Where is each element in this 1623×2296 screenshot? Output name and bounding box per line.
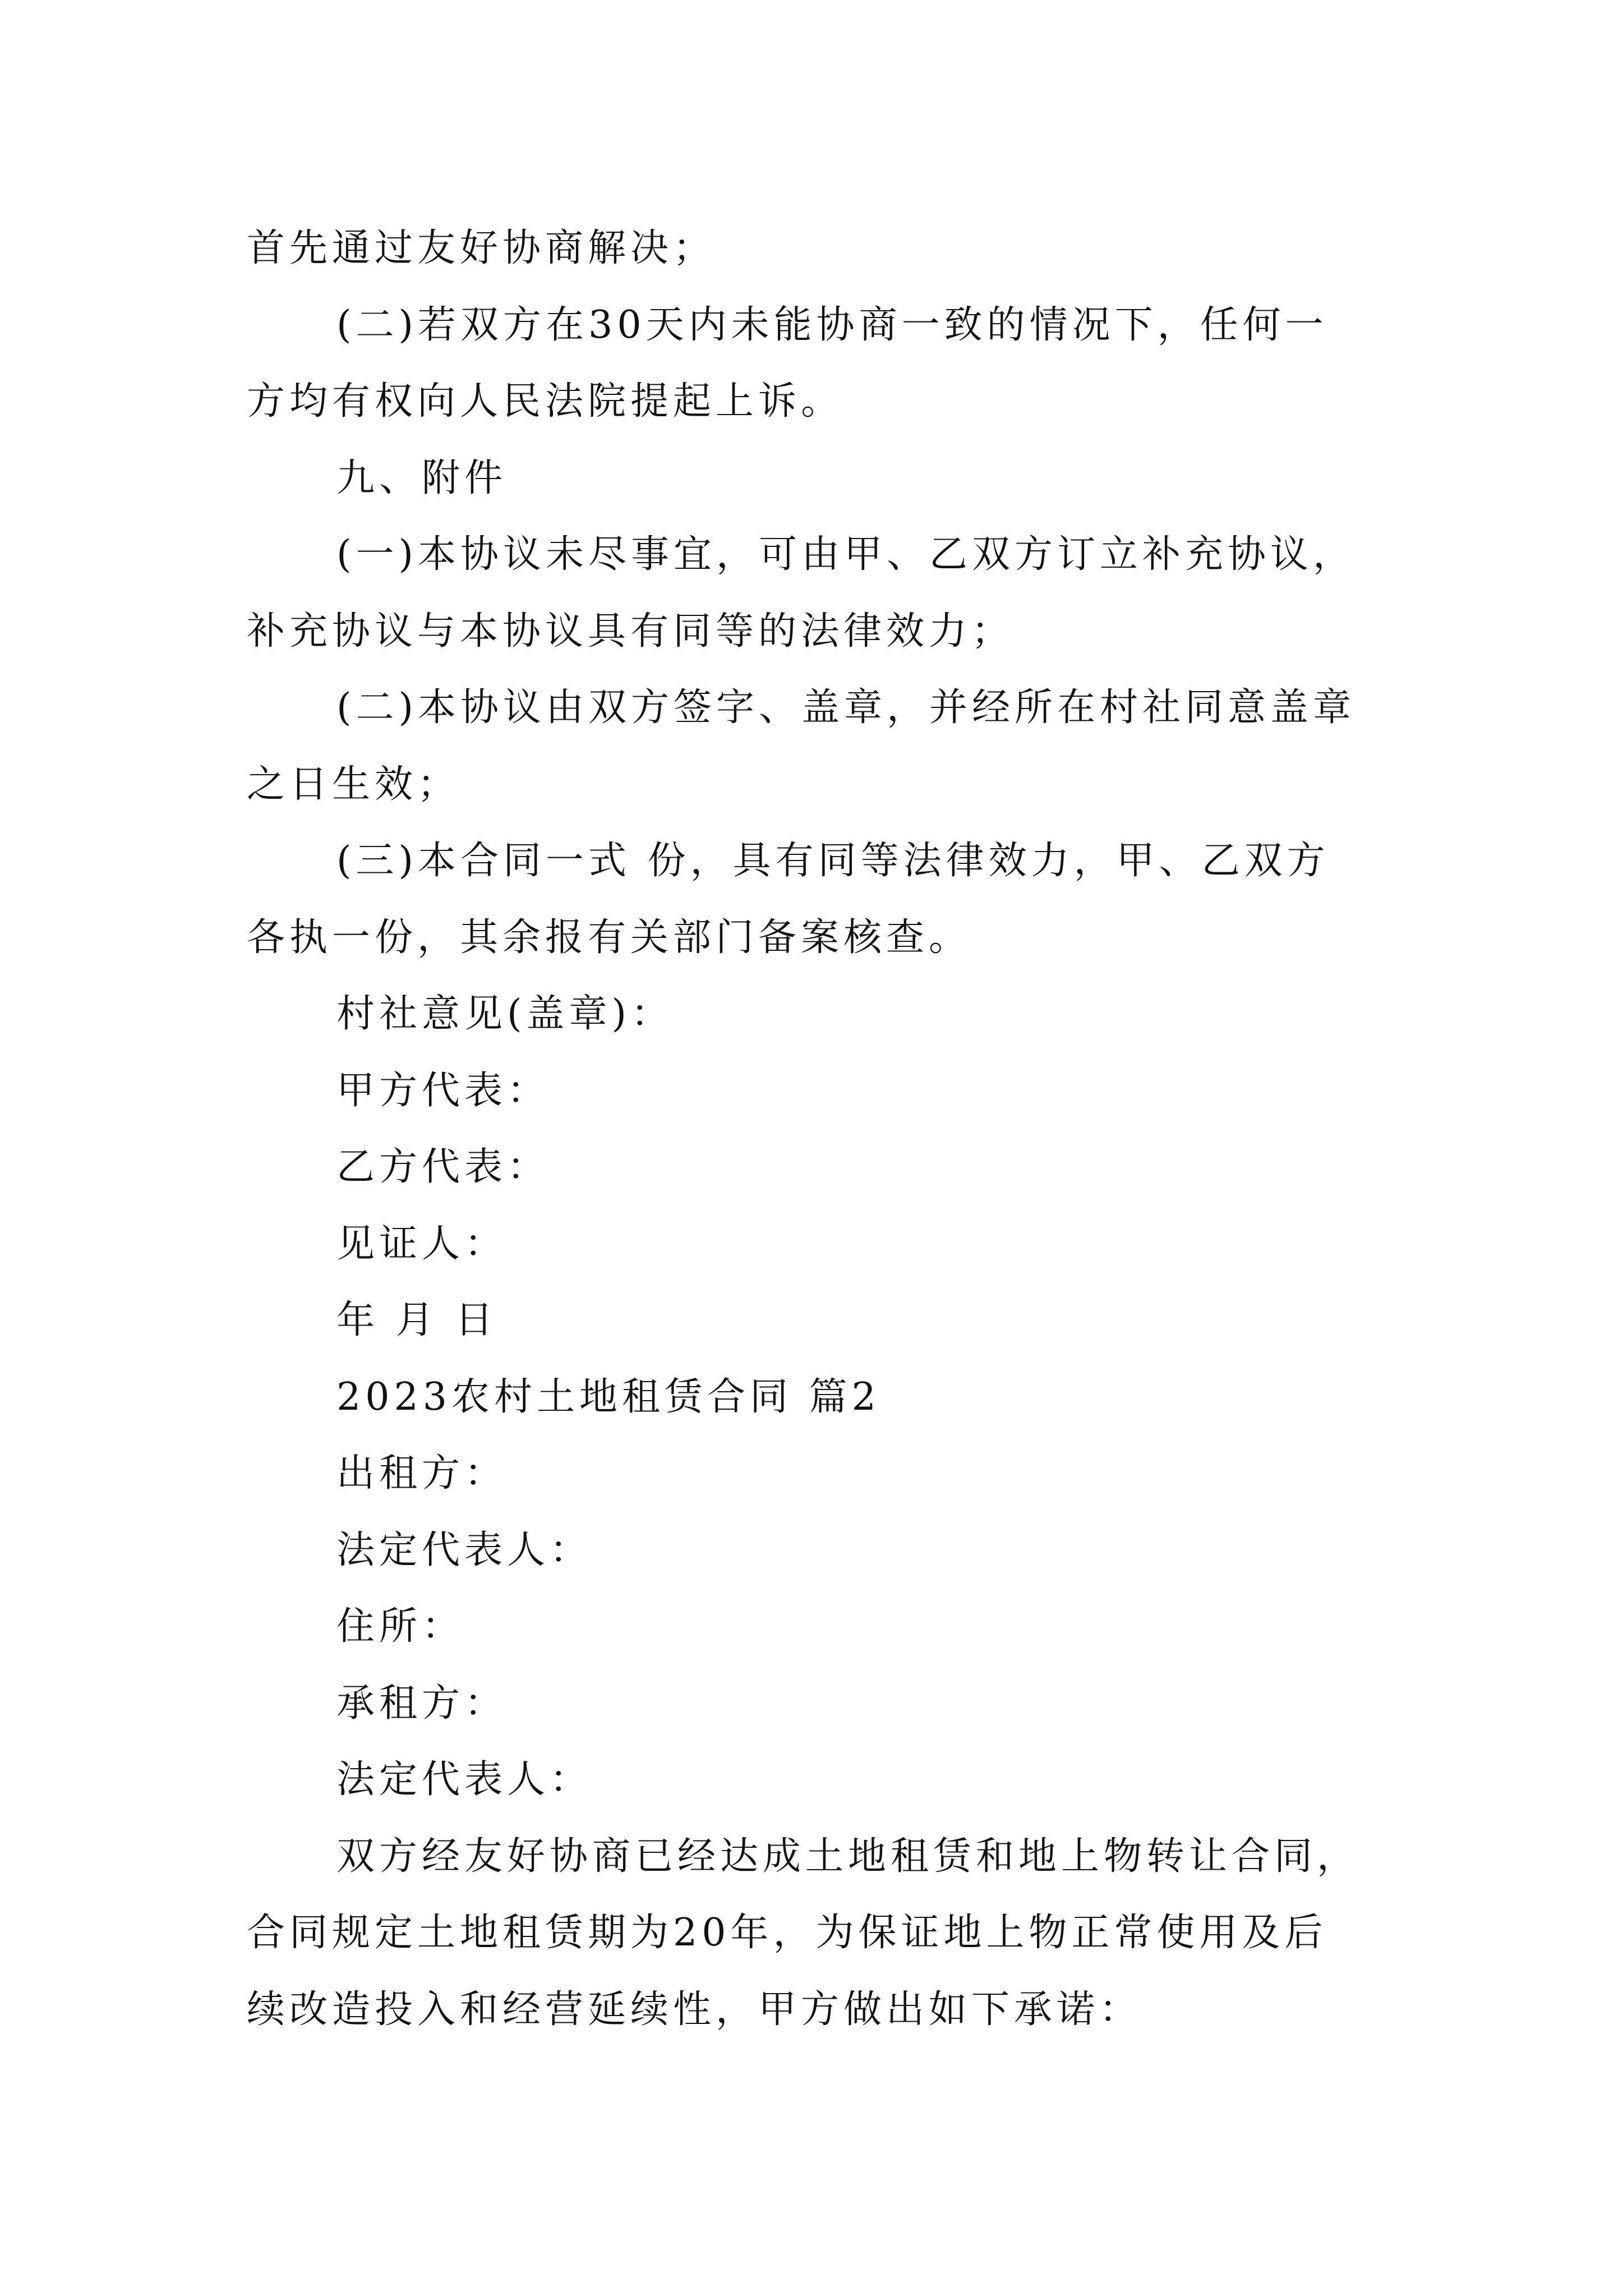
text-line: 合同规定土地租赁期为20年，为保证地上物正常使用及后 bbox=[247, 1911, 1327, 1955]
text-line: 法定代表人： bbox=[336, 1527, 593, 1572]
text-line: 甲方代表： bbox=[336, 1068, 550, 1113]
text-line: 出租方： bbox=[336, 1451, 508, 1496]
text-line: 承租方： bbox=[336, 1681, 508, 1726]
text-line: 住所： bbox=[336, 1604, 465, 1649]
text-line: 之日生效； bbox=[247, 762, 460, 807]
text-line: 各执一份，其余报有关部门备案核查。 bbox=[247, 915, 972, 960]
text-line: 首先通过友好协商解决； bbox=[247, 226, 716, 270]
text-line: 补充协议与本协议具有同等的法律效力； bbox=[247, 609, 1015, 654]
text-line: 法定代表人： bbox=[336, 1757, 593, 1802]
text-line: 九、附件 bbox=[336, 455, 508, 500]
document-body bbox=[247, 210, 1391, 2048]
text-line: 年 月 日 bbox=[336, 1298, 498, 1342]
text-line: 村社意见(盖章)： bbox=[336, 992, 674, 1036]
text-line: (二)若双方在30天内未能协商一致的情况下，任何一 bbox=[336, 302, 1328, 347]
text-line: 方均有权向人民法院提起上诉。 bbox=[247, 379, 844, 424]
text-line: 见证人： bbox=[336, 1221, 508, 1266]
text-line: 乙方代表： bbox=[336, 1145, 550, 1189]
text-line: (一)本协议未尽事宜，可由甲、乙双方订立补充协议， bbox=[336, 532, 1356, 577]
text-line: (二)本协议由双方签字、盖章，并经所在村社同意盖章 bbox=[336, 685, 1356, 730]
text-line: (三)本合同一式 份，具有同等法律效力，甲、乙双方 bbox=[336, 839, 1330, 883]
text-line: 双方经友好协商已经达成土地租赁和地上物转让合同， bbox=[336, 1834, 1360, 1879]
text-line: 续改造投入和经营延续性，甲方做出如下承诺： bbox=[247, 1987, 1142, 2032]
text-line: 2023农村土地租赁合同 篇2 bbox=[336, 1374, 880, 1419]
